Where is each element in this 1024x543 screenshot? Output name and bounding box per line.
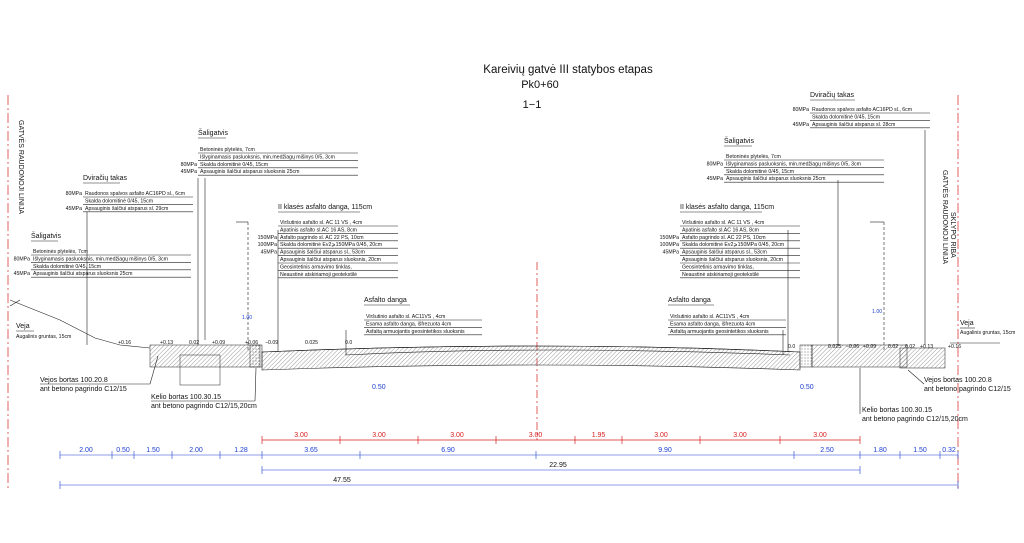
lane-width: 1.95 (591, 432, 606, 439)
callout-layer: Esama asfalto danga, išfrezuota 4cm (366, 321, 452, 328)
slope-label-right: +0.13 (920, 344, 934, 350)
callout-layer: Išlyginamasis pasluoksnis, min.medžiagų mišinys 0/5, 3cm (33, 256, 168, 263)
left-saligatvis-lower-title: Šaligatvis (31, 233, 61, 240)
left-kelio-bortas-1: Kelio bortas 100.30.15 (151, 394, 222, 401)
left-vejos-bortas-1: Vejos bortas 100.20.8 (40, 377, 108, 384)
right-border-label-1: SKLYPO RIBA (949, 212, 956, 258)
lane-widths (262, 432, 860, 444)
callout-layer: Apsauginis šalčiui atsparus sluoksnis 25cm (726, 176, 826, 183)
callout-layer: Betoninės plytelės, 7cm (726, 154, 781, 160)
element-width: 2.50 (820, 447, 834, 454)
slope-label-left: +0.16 (118, 340, 132, 346)
callout-mpa: 80MPa (792, 107, 809, 113)
drawing-title: Kareivių gatvė III statybos etapas (483, 64, 653, 76)
slope-label-left: −0.09 (265, 340, 279, 346)
callout-mpa: 80MPa (180, 161, 197, 168)
callout-layer: Apsauginis šalčiui atsparus sl. 28cm (812, 121, 896, 128)
callout-layer: Skalda dolomitinė 0/45, 15cm (812, 114, 881, 121)
left-road-callout (258, 204, 398, 278)
element-width: 3.65 (304, 447, 318, 454)
callout-layer: Apsauginis šalčiui atsparus sl., 53cm (682, 249, 767, 256)
callout-layer: Raudonos spalvos asfalto AC16PD sl., 6cm (812, 107, 913, 113)
right-cycle-structure (900, 348, 945, 368)
callout-layer: Geosintetinis armavimo tinklas, (682, 264, 754, 271)
right-border-label-2: GATVĖS RAUDONOJI LINIJA (941, 170, 948, 264)
element-width: 0.50 (116, 447, 130, 454)
lane-width: 3.00 (733, 432, 747, 439)
callout-layer: Skalda dolomitinė 0/45, 15cm (33, 263, 102, 270)
lane-width: 3.00 (654, 432, 668, 439)
left-vejos-bortas-2: ant betono pagrindo C12/15 (40, 386, 127, 393)
total-width: 47.55 (333, 477, 351, 484)
slope-label-right: −0.06 (846, 344, 860, 350)
callout-mpa: 45MPa (662, 249, 679, 256)
callout-layer: Apatinis asfalto sl.AC 16 AS, 8cm (682, 227, 759, 234)
callout-layer: Apsauginis šalčiui atsparus sl., 53cm (280, 249, 365, 256)
element-width: 6.90 (441, 447, 455, 454)
slope-label-right: 0.025 (828, 344, 841, 350)
callout-mpa: 45MPa (65, 205, 82, 212)
left-veja-title: Veja (16, 323, 30, 330)
callout-layer: Neaustinė atskiriamoji geotekstilė (682, 271, 759, 278)
right-veja-desc: Augalinis gruntas, 15cm (960, 330, 1016, 336)
left-curb (250, 345, 262, 367)
element-width: 0.32 (942, 447, 956, 454)
right-road-callout (660, 204, 800, 278)
chainage-label: Pk0+60 (521, 79, 559, 91)
small-mark: 1.00 (872, 309, 883, 315)
callout-mpa: 80MPa (13, 256, 30, 263)
element-width: 1.28 (234, 447, 248, 454)
callout-mpa: 100MPa (257, 242, 277, 249)
left-dviraciu-callout (66, 175, 193, 212)
slope-label-left: +0.13 (160, 340, 174, 346)
depth-mark: 0.50 (372, 384, 386, 391)
callout-mpa: 45MPa (792, 121, 809, 128)
left-veja-desc: Augalinis gruntas, 15cm (16, 334, 72, 340)
callout-layer: Apsauginis šalčiui atsparus sluoksnis, 20cm (682, 257, 783, 263)
lane-width: 3.00 (813, 432, 827, 439)
right-dviraciu-callout (793, 92, 930, 128)
left-saligatvis-lower-callout (14, 231, 191, 277)
slope-label-left: 0.02 (189, 340, 200, 346)
element-width: 1.50 (913, 447, 927, 454)
right-road-title: II klasės asfalto danga, 115cm (680, 204, 775, 211)
element-width: 2.00 (79, 447, 93, 454)
callout-layer: Betoninės plytelės, 7cm (200, 147, 255, 153)
callout-mpa: 80MPa (706, 161, 723, 168)
left-saligatvis-upper-callout (181, 128, 358, 175)
callout-layer: Išlyginamasis pasluoksnis, min.medžiagų mišinys 0/5, 3cm (200, 154, 335, 161)
callout-layer: Apsauginis šalčiui atsparus sluoksnis, 20cm (280, 257, 381, 263)
slope-label-right: 0.0 (788, 344, 796, 350)
callout-layer: Skalda dolomitinė Ev2⩾150MPa 0/45, 20cm (682, 242, 785, 249)
slope-label-left: 0.025 (305, 340, 318, 346)
left-saligatvis-upper-title: Šaligatvis (198, 130, 228, 137)
left-asfalto-title: Asfalto danga (364, 297, 407, 304)
callout-layer: Geosintetinis armavimo tinklas, (280, 264, 352, 271)
slope-label-right: +0.16 (948, 344, 962, 350)
callout-mpa: 100MPa (659, 242, 679, 249)
element-width: 9.90 (658, 447, 672, 454)
slope-label-right: 0.02 (888, 344, 899, 350)
element-width: 1.80 (873, 447, 887, 454)
depth-mark: 0.50 (800, 384, 814, 391)
callout-mpa: 45MPa (260, 249, 277, 256)
callout-layer: Asfalto pagrindo sl. AC 22 PS, 10cm (280, 234, 364, 241)
callout-layer: Asfaltą armuojantis geosintetikos sluoksnis (366, 328, 465, 335)
right-curb (800, 345, 812, 367)
right-saligatvis-callout (707, 136, 884, 182)
left-road-title: II klasės asfalto danga, 115cm (278, 204, 373, 211)
callout-layer: Apsauginis šalčiui atsparus sluoksnis 25cm (200, 169, 300, 176)
callout-layer: Skalda dolomitinė 0/45, 15cm (200, 161, 269, 168)
callout-layer: Raudonos spalvos asfalto AC16PD sl., 6cm (85, 191, 186, 197)
left-dviraciu-title: Dviračių takas (83, 175, 127, 182)
right-kelio-bortas-2: ant betono pagrindo C12/15,20cm (862, 416, 968, 423)
right-vejos-bortas-1: Vejos bortas 100.20.8 (924, 377, 992, 384)
callout-layer: Neaustinė atskiriamoji geotekstilė (280, 271, 357, 278)
small-mark: 1.00 (242, 315, 253, 321)
slope-label-left: +0.06 (245, 340, 259, 346)
left-border-label: GATVĖS RAUDONOJI LINIJA (17, 120, 24, 214)
callout-layer: Apatinis asfalto sl.AC 16 AS, 8cm (280, 227, 357, 234)
callout-layer: Viršutinio asfalto sl. AC 11 VS , 4cm (280, 220, 363, 226)
left-kelio-bortas-2: ant betono pagrindo C12/15,20cm (151, 403, 257, 410)
left-sidewalk-structure (150, 345, 260, 367)
callout-mpa: 45MPa (706, 176, 723, 183)
slope-label-left: 0.0 (345, 340, 353, 346)
slope-label-left: +0.09 (212, 340, 226, 346)
slope-label-right: +0.09 (863, 344, 877, 350)
callout-layer: Išlyginamasis pasluoksnis, min.medžiagų mišinys 0/5, 3cm (726, 161, 861, 168)
callout-layer: Viršutinio asfalto sl. AC 11 VS , 4cm (682, 220, 765, 226)
callout-mpa: 45MPa (13, 271, 30, 278)
left-asfalto-callout (364, 297, 482, 335)
right-asfalto-callout (668, 297, 786, 335)
element-widths (60, 447, 958, 459)
slope-label-right: 0.02 (905, 344, 916, 350)
callout-mpa: 150MPa (659, 234, 679, 241)
callout-layer: Asfaltą armuojantis geosintetikos sluoksnis (670, 328, 769, 335)
lane-width: 3.00 (372, 432, 386, 439)
callout-layer: Apsauginis šalčiui atsparus sluoksnis 25cm (33, 271, 133, 278)
callout-layer: Esama asfalto danga, išfrezuota 4cm (670, 321, 756, 328)
right-vejos-bortas-2: ant betono pagrindo C12/15 (924, 386, 1011, 393)
callout-mpa: 80MPa (65, 191, 82, 197)
lane-width: 3.00 (528, 432, 543, 439)
callout-mpa: 45MPa (180, 169, 197, 176)
right-asfalto-title: Asfalto danga (668, 297, 711, 304)
right-saligatvis-title: Šaligatvis (724, 138, 754, 145)
carriageway-width: 22.95 (549, 462, 567, 469)
lane-width: 3.00 (294, 432, 308, 439)
right-dviraciu-title: Dviračių takas (810, 92, 854, 99)
callout-layer: Skalda dolomitinė 0/45, 15cm (726, 168, 795, 175)
callout-layer: Viršutinio asfalto sl. AC11VS , 4cm (670, 314, 750, 320)
right-kelio-bortas-1: Kelio bortas 100.30.15 (862, 407, 933, 414)
right-veja-title: Veja (960, 320, 974, 327)
callout-layer: Skalda dolomitinė Ev2⩾150MPa 0/45, 20cm (280, 242, 383, 249)
callout-layer: Apsauginis šalčiui atsparus sl. 29cm (85, 205, 169, 212)
callout-layer: Betoninės plytelės, 7cm (33, 249, 88, 255)
callout-layer: Skalda dolomitinė 0/45, 15cm (85, 198, 154, 205)
element-width: 2.00 (189, 447, 203, 454)
element-width: 1.50 (146, 447, 160, 454)
callout-layer: Asfalto pagrindo sl. AC 22 PS, 10cm (682, 234, 766, 241)
road-layers (262, 346, 800, 370)
section-label: 1−1 (522, 99, 542, 111)
lane-width: 3.00 (450, 432, 464, 439)
callout-layer: Viršutinio asfalto sl. AC11VS , 4cm (366, 314, 446, 320)
callout-mpa: 150MPa (257, 234, 277, 241)
